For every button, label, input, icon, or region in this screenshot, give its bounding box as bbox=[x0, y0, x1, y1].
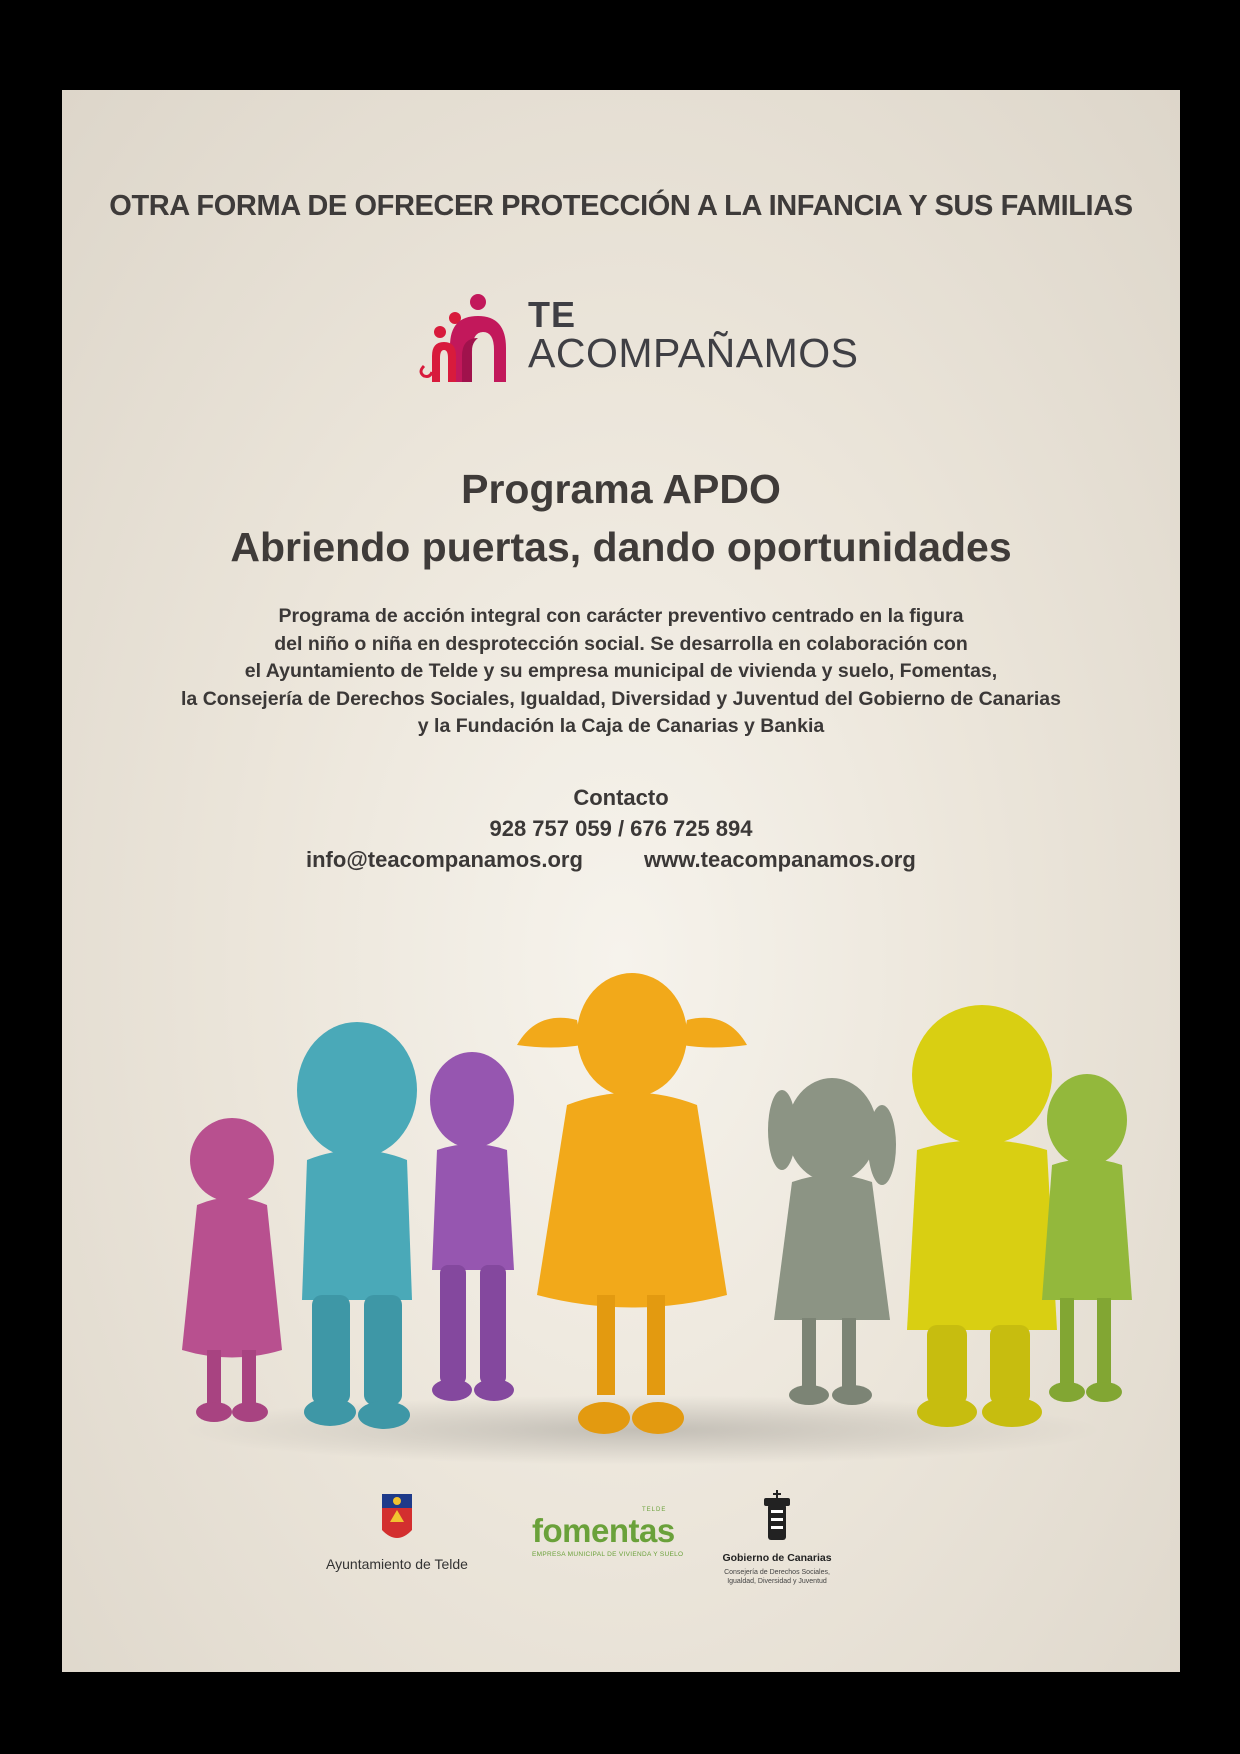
fomentas-badge: TELDE bbox=[642, 1507, 667, 1513]
purple-child-figure bbox=[430, 1052, 514, 1401]
canarias-subtitle-line: Igualdad, Diversidad y Juventud bbox=[727, 1578, 827, 1585]
program-subtitle: Abriendo puertas, dando oportunidades bbox=[230, 524, 1012, 570]
gobierno-canarias-logo bbox=[712, 1490, 842, 1590]
contact-label: Contacto bbox=[573, 785, 669, 810]
te-acompanamos-logo bbox=[410, 286, 859, 386]
canarias-subtitle-line: Consejería de Derechos Sociales, bbox=[724, 1569, 830, 1576]
description-line: Programa de acción integral con carácter preventivo centrado en la figura bbox=[278, 605, 964, 627]
pink-child-figure bbox=[182, 1118, 282, 1422]
orange-child-figure bbox=[517, 973, 747, 1434]
tagline: OTRA FORMA DE OFRECER PROTECCIÓN A LA INFANCIA Y SUS FAMILIAS bbox=[109, 190, 1133, 222]
logo-text-te: TE bbox=[528, 294, 577, 335]
telde-shield-icon bbox=[312, 1490, 482, 1550]
fomentas-logo bbox=[532, 1507, 684, 1572]
description-line: la Consejería de Derechos Sociales, Igualdad, Diversidad y Juventud del Gobierno de Canarias bbox=[181, 687, 1061, 710]
green-child-figure bbox=[1042, 1074, 1132, 1402]
contact-phone: 928 757 059 / 676 725 894 bbox=[489, 816, 753, 841]
canarias-coat-of-arms-icon bbox=[712, 1490, 842, 1550]
description-line: y la Fundación la Caja de Canarias y Bankia bbox=[417, 715, 825, 737]
teal-child-figure bbox=[297, 1022, 417, 1429]
fomentas-name: fomentas bbox=[532, 1512, 675, 1549]
description-line: el Ayuntamiento de Telde y su empresa municipal de vivienda y suelo, Fomentas, bbox=[244, 660, 998, 682]
ayuntamiento-telde-logo bbox=[312, 1490, 482, 1590]
footer-logos bbox=[62, 1490, 1180, 1660]
description-line: del niño o niña en desprotección social. Se desarrolla en colaboración con bbox=[274, 632, 968, 655]
program-title: Programa APDO bbox=[461, 466, 781, 512]
figures-logo-icon bbox=[410, 286, 530, 386]
yellow-child-figure bbox=[907, 1005, 1057, 1427]
logo-text-acompanamos: ACOMPAÑAMOS bbox=[528, 330, 859, 376]
contact-website-link[interactable]: www.teacompanamos.org bbox=[644, 847, 916, 872]
canarias-subtitle bbox=[712, 1568, 842, 1586]
telde-label: Ayuntamiento de Telde bbox=[326, 1556, 468, 1572]
grey-child-figure bbox=[768, 1078, 896, 1405]
program-description bbox=[122, 603, 1120, 741]
fomentas-subtitle: EMPRESA MUNICIPAL DE VIVIENDA Y SUELO bbox=[532, 1551, 684, 1558]
children-figures-illustration bbox=[142, 950, 1142, 1470]
contact-email-link[interactable]: info@teacompanamos.org bbox=[306, 847, 583, 872]
canarias-name: Gobierno de Canarias bbox=[722, 1552, 832, 1564]
poster bbox=[62, 90, 1180, 1672]
